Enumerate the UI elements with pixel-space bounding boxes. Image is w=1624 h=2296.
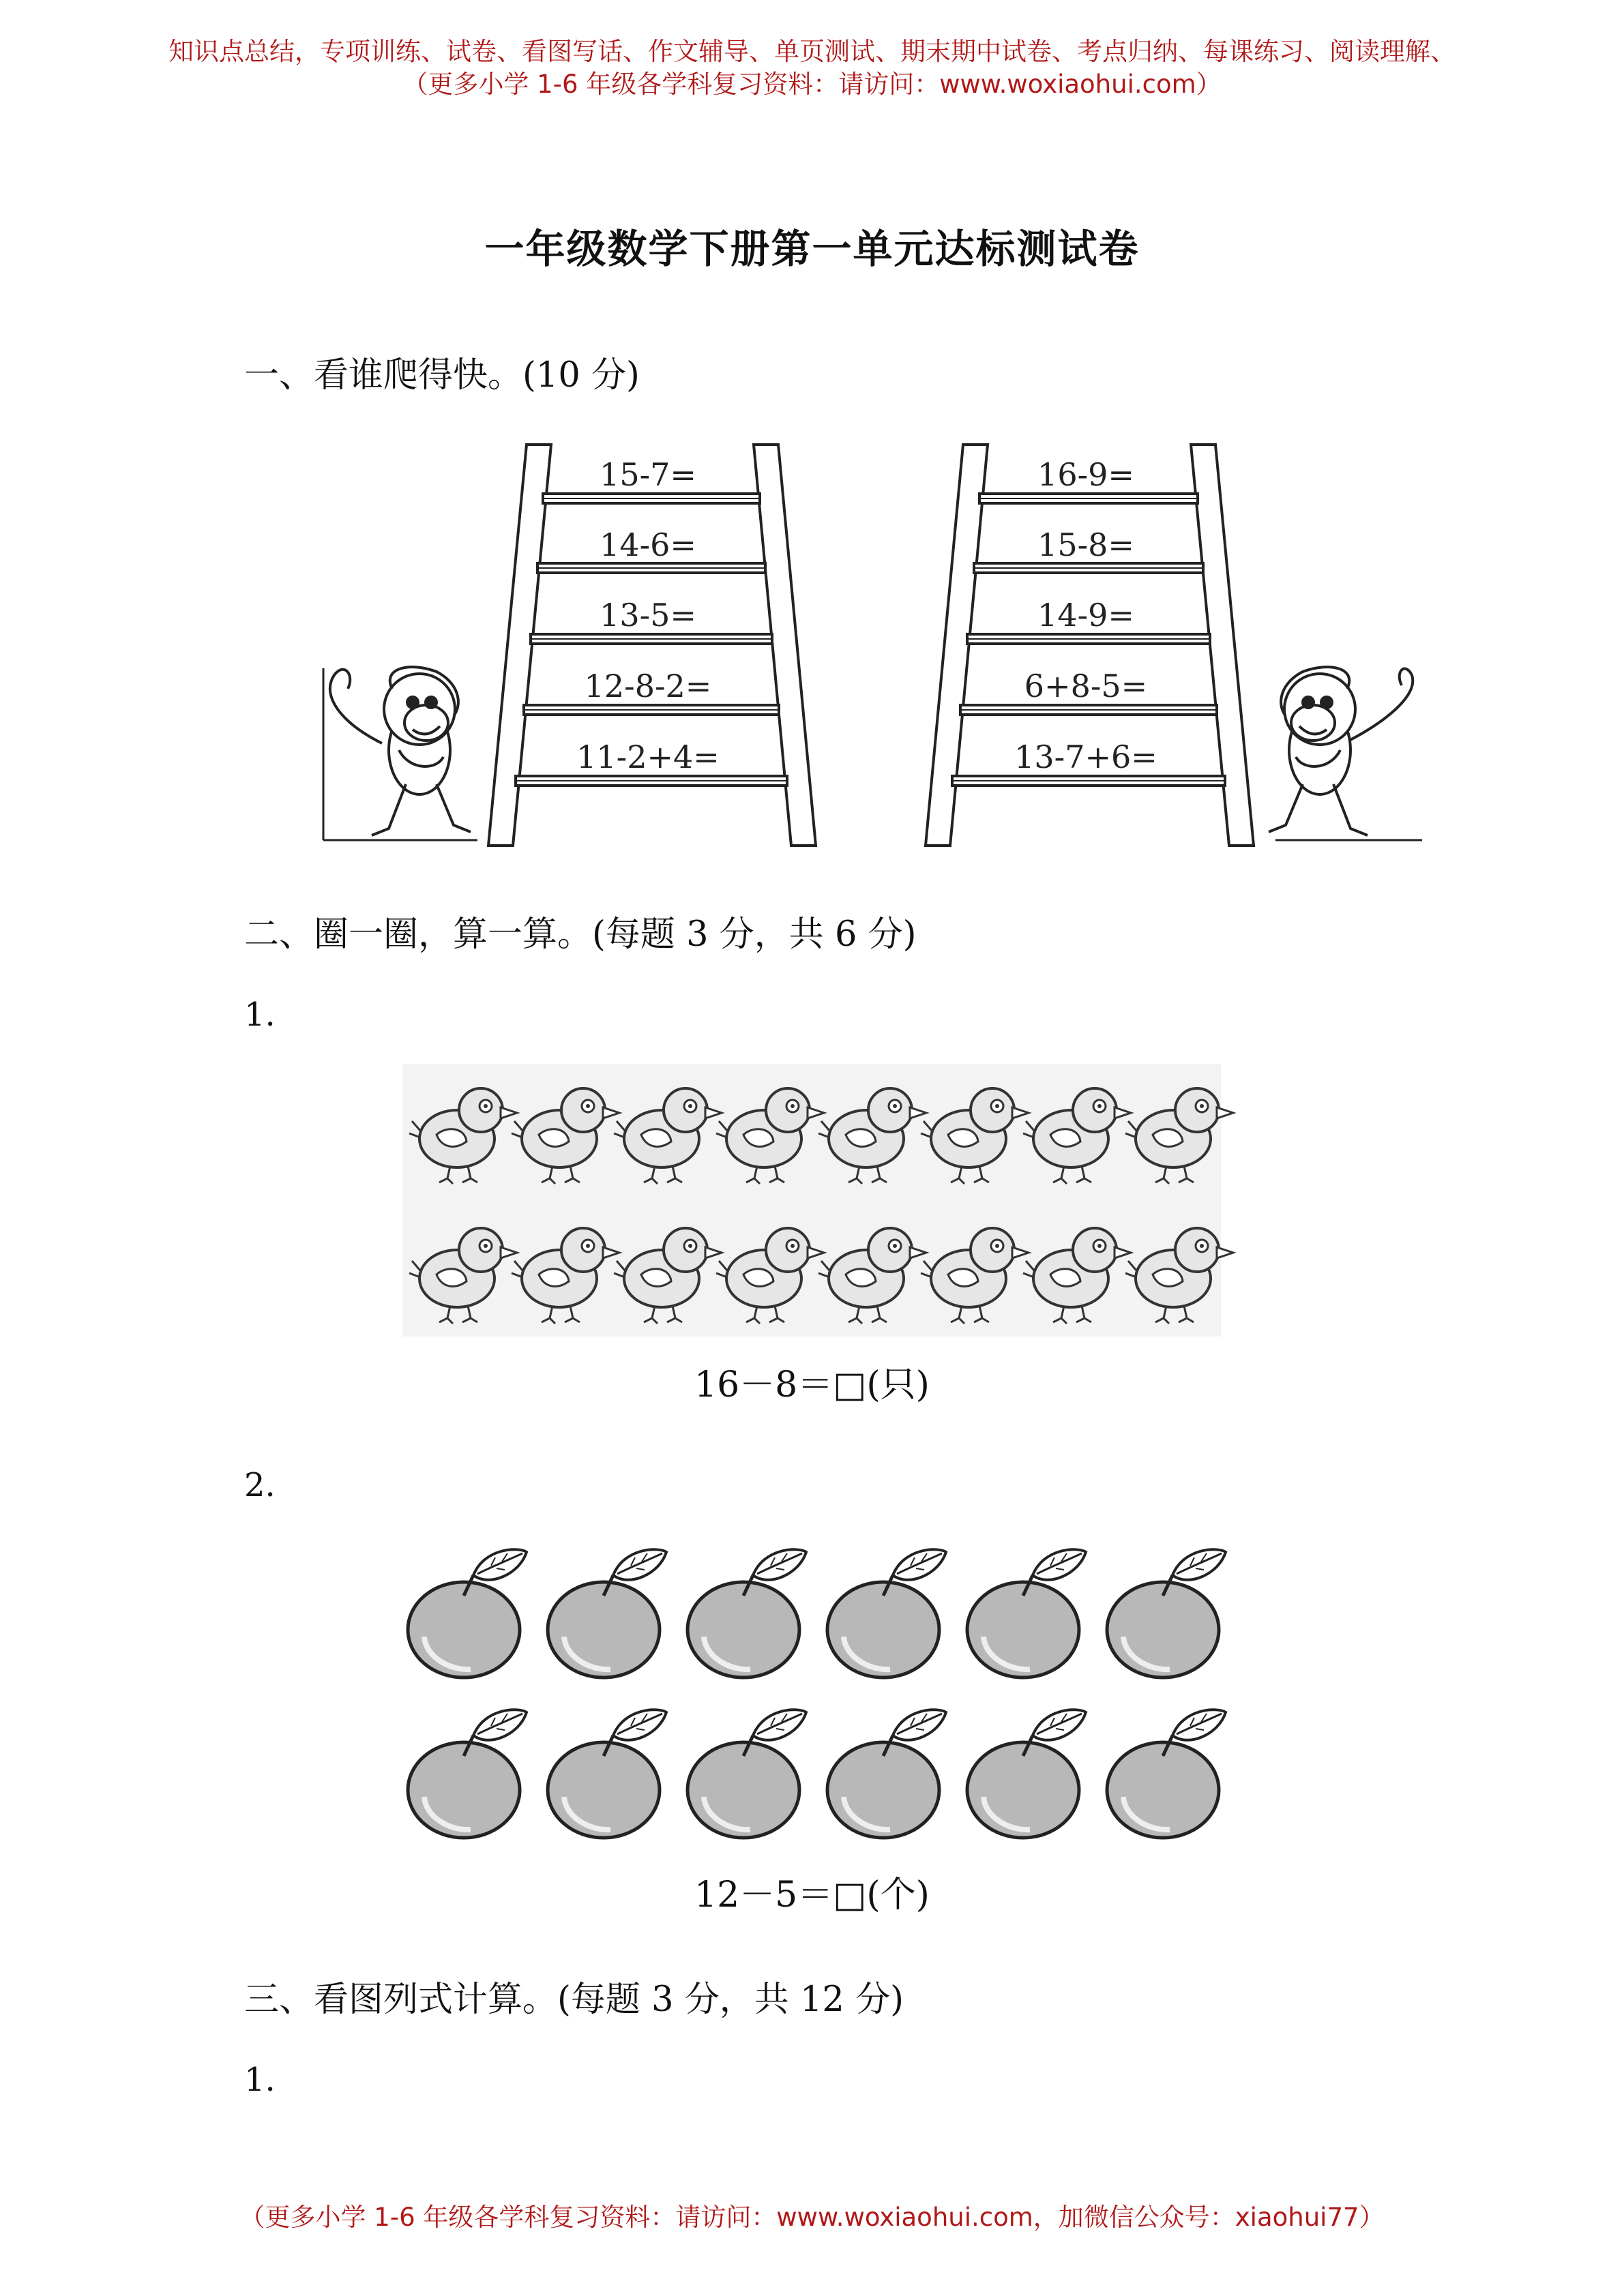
rung-label: 14-6= bbox=[600, 526, 696, 563]
apple-icon bbox=[967, 1549, 1086, 1678]
rung-label: 13-7+6= bbox=[1014, 739, 1157, 775]
monkey-left-icon bbox=[323, 667, 477, 840]
apple-icon bbox=[548, 1710, 666, 1838]
section-2-heading: 二、圈一圈，算一算。(每题 3 分，共 6 分) bbox=[244, 914, 917, 955]
ladder-left bbox=[488, 445, 816, 846]
apple-icon bbox=[967, 1710, 1086, 1838]
apple-icon bbox=[827, 1710, 946, 1838]
ladder-illustration bbox=[0, 0, 1624, 886]
section-3-heading: 三、看图列式计算。(每题 3 分，共 12 分) bbox=[244, 1980, 904, 2020]
rung-label: 11-2+4= bbox=[576, 739, 720, 775]
monkey-right-icon bbox=[1269, 667, 1422, 840]
apple-icon bbox=[408, 1710, 527, 1838]
apple-icon bbox=[688, 1549, 806, 1678]
rung-label: 6+8-5= bbox=[1024, 668, 1148, 704]
apple-icon bbox=[1107, 1710, 1226, 1838]
page-title: 一年级数学下册第一单元达标测试卷 bbox=[484, 226, 1140, 272]
apple-icon bbox=[827, 1549, 946, 1678]
apple-icon bbox=[1107, 1549, 1226, 1678]
problem-2-formula: 12－5＝□(个) bbox=[694, 1875, 930, 1915]
apple-icon bbox=[408, 1549, 527, 1678]
problem-1-formula: 16－8＝□(只) bbox=[694, 1365, 930, 1405]
problem-number: 1. bbox=[244, 996, 276, 1034]
apple-icon bbox=[688, 1710, 806, 1838]
problem-number: 2. bbox=[244, 1466, 276, 1504]
header-banner-line1: 知识点总结，专项训练、试卷、看图写话、作文辅导、单页测试、期末期中试卷、考点归纳、每课练习、阅读理解、 bbox=[168, 37, 1456, 66]
rung-label: 15-7= bbox=[600, 456, 696, 493]
rung-label: 13-5= bbox=[600, 597, 696, 633]
footer-banner: （更多小学 1-6 年级各学科复习资料：请访问：www.woxiaohui.com，加微信公众号：xiaohui77） bbox=[239, 2203, 1385, 2232]
rung-label: 15-8= bbox=[1037, 526, 1134, 563]
header-banner-line2: （更多小学 1-6 年级各学科复习资料：请访问：www.woxiaohui.com） bbox=[402, 70, 1222, 99]
rung-label: 12-8-2= bbox=[584, 668, 712, 704]
apple-icon bbox=[548, 1549, 666, 1678]
problem-number: 1. bbox=[244, 2061, 276, 2099]
section-1-heading: 一、看谁爬得快。(10 分) bbox=[244, 355, 640, 396]
apple-picture bbox=[0, 1534, 1624, 1855]
chick-picture bbox=[0, 1064, 1624, 1350]
rung-label: 14-9= bbox=[1037, 597, 1134, 633]
ladder-right bbox=[926, 445, 1254, 846]
rung-label: 16-9= bbox=[1037, 456, 1134, 493]
